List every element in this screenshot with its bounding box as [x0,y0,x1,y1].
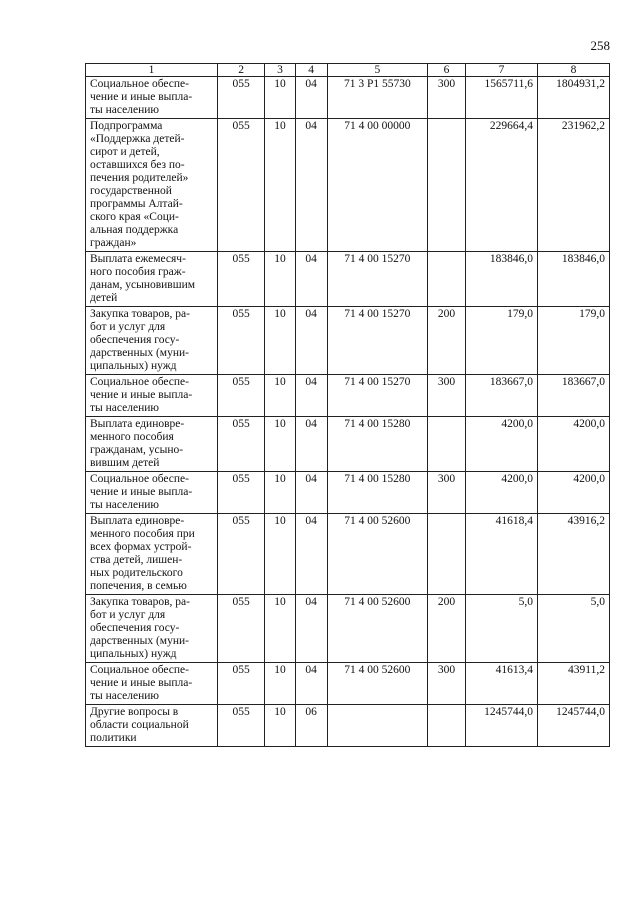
row-amount-col8: 5,0 [538,595,610,663]
header-col-5: 5 [327,64,427,77]
row-target-article: 71 4 00 52600 [327,514,427,595]
row-amount-col8: 43911,2 [538,663,610,705]
row-expense-type: 300 [427,77,465,119]
row-ministry-code: 055 [217,417,264,472]
row-amount-col8: 4200,0 [538,417,610,472]
row-expense-type: 300 [427,472,465,514]
row-amount-col7: 183667,0 [466,375,538,417]
row-amount-col7: 41613,4 [466,663,538,705]
row-name: Выплата единовре- менного пособия при всех формах устрой- ства детей, лишен- ных родительского попечения, в семью [86,514,218,595]
row-section: 10 [265,252,295,307]
row-amount-col7: 4200,0 [466,417,538,472]
table-row [86,77,610,119]
header-col-6: 6 [427,64,465,77]
row-name: Социальное обеспе- чение и иные выпла- ты населению [86,472,218,514]
row-name: Социальное обеспе- чение и иные выпла- ты населению [86,77,218,119]
table-row [86,514,610,595]
row-section: 10 [265,472,295,514]
row-name: Закупка товаров, ра- бот и услуг для обеспечения госу- дарственных (муни- ципальных) нужд [86,307,218,375]
header-col-8: 8 [538,64,610,77]
row-name: Выплата ежемесяч- ного пособия граж- данам, усыновившим детей [86,252,218,307]
row-amount-col8: 183667,0 [538,375,610,417]
row-section: 10 [265,705,295,747]
row-expense-type: 300 [427,375,465,417]
row-expense-type [427,252,465,307]
row-amount-col8: 179,0 [538,307,610,375]
table-row [86,705,610,747]
row-name: Подпрограмма «Поддержка детей- сирот и детей, оставшихся без по- печения родителей» государственной программы Алтай- ского края «Соци- альная поддержка граждан» [86,119,218,252]
row-name: Другие вопросы в области социальной политики [86,705,218,747]
row-ministry-code: 055 [217,514,264,595]
row-expense-type: 300 [427,663,465,705]
row-ministry-code: 055 [217,77,264,119]
row-ministry-code: 055 [217,119,264,252]
row-amount-col8: 43916,2 [538,514,610,595]
row-subsection: 04 [295,514,327,595]
header-col-1: 1 [86,64,218,77]
row-amount-col7: 1245744,0 [466,705,538,747]
row-ministry-code: 055 [217,705,264,747]
row-ministry-code: 055 [217,252,264,307]
table-row [86,375,610,417]
row-target-article: 71 4 00 52600 [327,595,427,663]
row-subsection: 04 [295,307,327,375]
table-row [86,417,610,472]
row-amount-col7: 229664,4 [466,119,538,252]
row-amount-col7: 4200,0 [466,472,538,514]
row-ministry-code: 055 [217,375,264,417]
row-amount-col7: 41618,4 [466,514,538,595]
row-subsection: 04 [295,119,327,252]
row-section: 10 [265,417,295,472]
row-ministry-code: 055 [217,595,264,663]
table-header-row [86,64,610,77]
row-amount-col8: 1804931,2 [538,77,610,119]
row-target-article: 71 4 00 15270 [327,252,427,307]
row-name: Выплата единовре- менного пособия гражданам, усыно- вившим детей [86,417,218,472]
row-target-article: 71 3 P1 55730 [327,77,427,119]
row-expense-type [427,705,465,747]
row-amount-col7: 179,0 [466,307,538,375]
row-target-article: 71 4 00 15270 [327,375,427,417]
row-subsection: 04 [295,375,327,417]
row-section: 10 [265,663,295,705]
row-section: 10 [265,119,295,252]
header-col-2: 2 [217,64,264,77]
row-target-article: 71 4 00 15280 [327,417,427,472]
row-section: 10 [265,595,295,663]
row-expense-type [427,514,465,595]
row-target-article: 71 4 00 15270 [327,307,427,375]
row-amount-col7: 5,0 [466,595,538,663]
row-amount-col8: 1245744,0 [538,705,610,747]
row-section: 10 [265,77,295,119]
row-section: 10 [265,375,295,417]
table-row [86,472,610,514]
header-col-7: 7 [466,64,538,77]
row-target-article: 71 4 00 00000 [327,119,427,252]
table-row [86,252,610,307]
row-amount-col7: 183846,0 [466,252,538,307]
row-ministry-code: 055 [217,472,264,514]
table-row [86,663,610,705]
row-expense-type [427,417,465,472]
row-section: 10 [265,514,295,595]
table-row [86,307,610,375]
row-ministry-code: 055 [217,663,264,705]
row-target-article [327,705,427,747]
row-subsection: 06 [295,705,327,747]
table-row [86,595,610,663]
row-target-article: 71 4 00 52600 [327,663,427,705]
row-amount-col8: 4200,0 [538,472,610,514]
row-name: Социальное обеспе- чение и иные выпла- ты населению [86,663,218,705]
row-expense-type: 200 [427,595,465,663]
header-col-3: 3 [265,64,295,77]
row-section: 10 [265,307,295,375]
page-number: 258 [590,38,610,53]
row-subsection: 04 [295,595,327,663]
row-subsection: 04 [295,77,327,119]
row-subsection: 04 [295,417,327,472]
row-amount-col7: 1565711,6 [466,77,538,119]
header-col-4: 4 [295,64,327,77]
row-subsection: 04 [295,472,327,514]
row-ministry-code: 055 [217,307,264,375]
row-name: Социальное обеспе- чение и иные выпла- ты населению [86,375,218,417]
row-expense-type [427,119,465,252]
budget-table [85,63,610,747]
row-subsection: 04 [295,663,327,705]
table-row [86,119,610,252]
row-subsection: 04 [295,252,327,307]
row-amount-col8: 231962,2 [538,119,610,252]
row-target-article: 71 4 00 15280 [327,472,427,514]
row-expense-type: 200 [427,307,465,375]
row-amount-col8: 183846,0 [538,252,610,307]
row-name: Закупка товаров, ра- бот и услуг для обеспечения госу- дарственных (муни- ципальных) нужд [86,595,218,663]
